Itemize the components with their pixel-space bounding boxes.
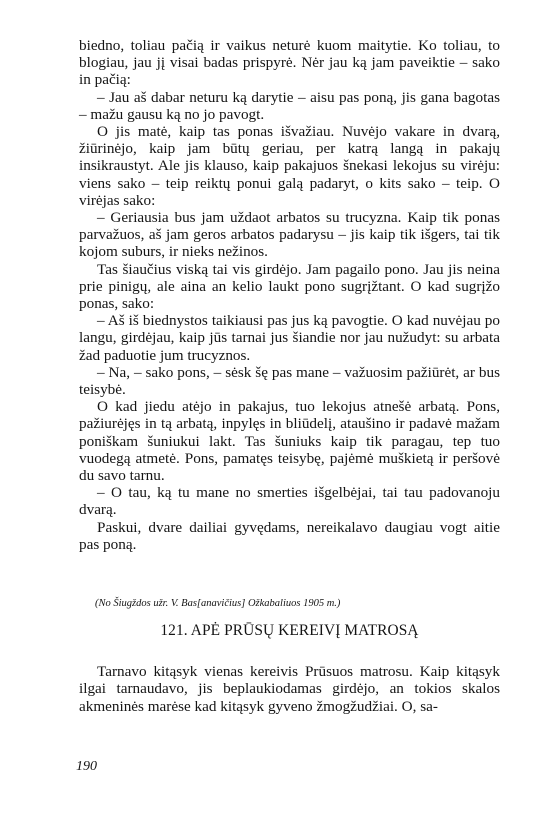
paragraph: – Aš iš biednystos taikiausi pas jus ką pavogtie. O kad nuvėjau po langu, girdėjau, kaip jūs tarnai jus šiandie nor jau nužudyt: su arbata žad paduotie jum trucyznos. [79, 312, 500, 364]
paragraph: O kad jiedu atėjo in pakajus, tuo lekojus atnešė arbatą. Pons, pažiurėjęs in tą arbatą, inpylęs in bliūdelį, ataušino ir padavė mažam poniškam šuniukui lakt. Tas šuniuks kaip tik paragau, tep tuo vuodegą atmetė. Pons, pamatęs teisybę, pajėmė muškietą ir peršovė du savo tarnu. [79, 398, 500, 485]
story-heading: 121. APĖ PRŪSŲ KEREIVĮ MATROSĄ [160, 622, 419, 639]
paragraph: O jis matė, kaip tas ponas išvažiau. Nuvėjo vakare in dvarą, žiūrinėjo, kaip jam būtų geriau, per katrą langą in pakajų insikraustyt. Ale jis klauso, kaip pakajuos šnekasi lekojus su virėju: viens sako – teip reiktų ponui galą padaryt, o kits sako – teip. O virėjas sako: [79, 123, 500, 209]
paragraph: – Na, – sako pons, – sėsk šę pas mane – važuosim pažiūrėt, ar bus teisybė. [79, 363, 500, 399]
paragraph: – Geriausia bus jam uždaot arbatos su trucyzna. Kaip tik ponas parvažuos, aš jam geros arbatos padarysu – jis kaip tik išgers, tai tik kojom suburs, ir nieks nežinos. [79, 209, 500, 261]
paragraph: – Jau aš dabar neturu ką darytie – aisu pas poną, jis gana bagotas – mažu gausu ką no jo pavogt. [79, 88, 500, 123]
paragraph: biedno, toliau pačią ir vaikus neturė kuom maitytie. Ko toliau, to blogiau, jau jį visai badas prispyrė. Nėr jau ką jam paveiktie – sako in pačią: [79, 37, 500, 89]
paragraph: Tas šiaučius viską tai vis girdėjo. Jam pagailo pono. Jau jis neina prie pinigų, ale aina an kelio laukt pono sugrįžtant. O kad sugrįžo ponas, sako: [79, 260, 500, 313]
story-text [79, 37, 500, 553]
page-number: 190 [76, 759, 97, 774]
paragraph: – O tau, ką tu mane no smerties išgelbėjai, tai tau padovanoju dvarą. [79, 484, 500, 519]
paragraph: Tarnavo kitąsyk vienas kereivis Prūsuos matrosu. Kaip kitąsyk ilgai tarnaudavo, jis beplaukiodamas girdėjo, an tokios skalos akmeninės marėse kad kitąsyk gyveno žmogžudžiai. O, sa- [79, 663, 500, 715]
next-story-text [79, 663, 500, 715]
source-citation: (No Šiugždos užr. V. Bas[anavičius] Ožkabaliuos 1905 m.) [95, 598, 341, 609]
paragraph: Paskui, dvare dailiai gyvędams, nereikalavo daugiau vogt aitie pas poną. [79, 518, 500, 553]
